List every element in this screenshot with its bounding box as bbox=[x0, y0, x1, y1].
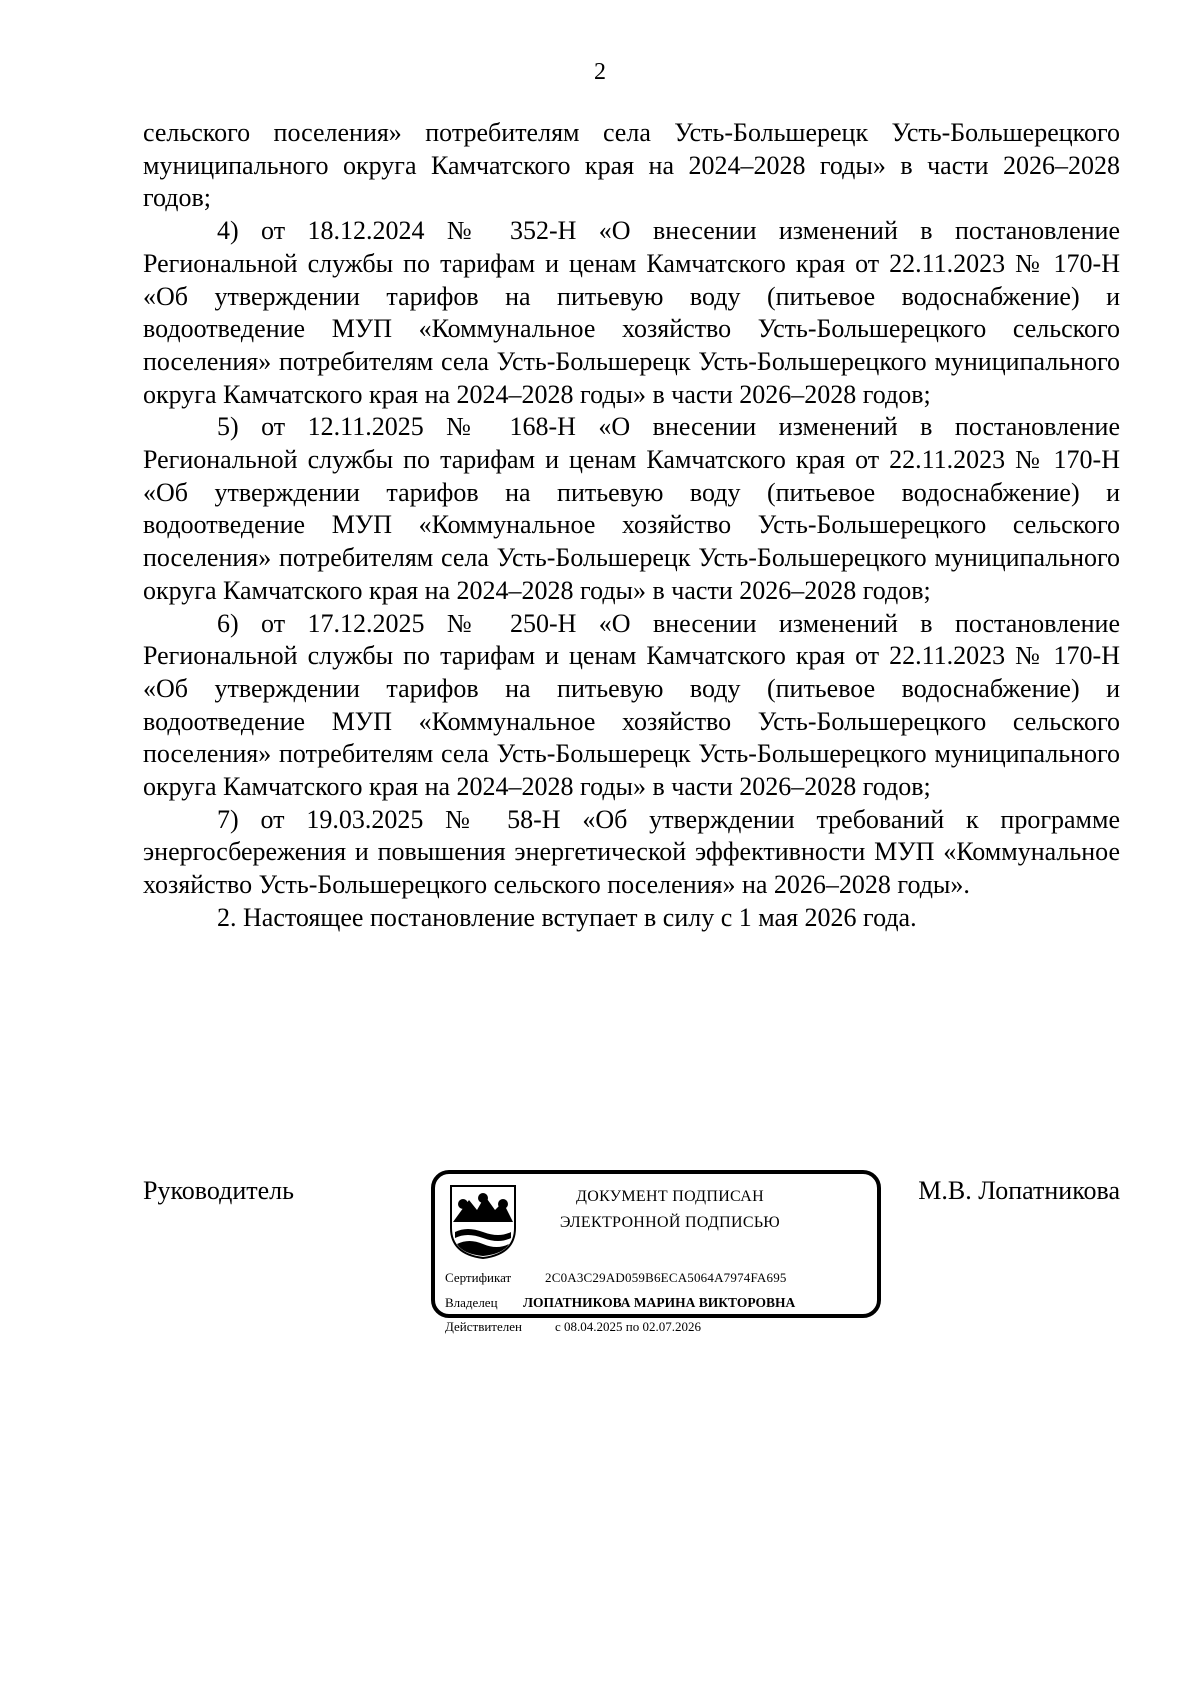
signature-block bbox=[143, 1165, 1120, 1334]
page-number: 2 bbox=[594, 59, 606, 85]
list-item-6: 6) от 17.12.2025 № 250-Н «О внесении изменений в постановление Региональной службы по тарифам и ценам Камчатского края от 22.11.2023 № 170-Н «Об утверждении тарифов на питьевую воду (питьевое водоснабжение) и водоотведение МУП «Коммунальное хозяйство Усть-Большерецкого сельского поселения» потребителям села Усть-Большерецк Усть-Большерецкого муниципального округа Камчатского края на 2024–2028 годы» в части 2026–2028 годов; bbox=[143, 608, 1120, 802]
kamchatka-coat-of-arms-icon bbox=[447, 1182, 519, 1260]
list-item-4: 4) от 18.12.2024 № 352-Н «О внесении изменений в постановление Региональной службы по тарифам и ценам Камчатского края от 22.11.2023 № 170-Н «Об утверждении тарифов на питьевую воду (питьевое водоснабжение) и водоотведение МУП «Коммунальное хозяйство Усть-Большерецкого сельского поселения» потребителям села Усть-Большерецк Усть-Большерецкого муниципального округа Камчатского края на 2024–2028 годы» в части 2026–2028 годов; bbox=[143, 216, 1120, 409]
list-item-7: 7) от 19.03.2025 № 58-Н «Об утверждении требований к программе энергосбережения и повышения энергетической эффективности МУП «Коммунальное хозяйство Усть-Большерецкого сельского поселения» на 2026–2028 годы». bbox=[143, 804, 1120, 900]
clause-2: 2. Настоящее постановление вступает в силу с 1 мая 2026 года. bbox=[217, 902, 917, 932]
document-body bbox=[143, 117, 1120, 935]
certificate-label: Сертификат bbox=[445, 1270, 512, 1285]
stamp-title-line2: ЭЛЕКТРОННОЙ ПОДПИСЬЮ bbox=[559, 1214, 781, 1231]
paragraph-continuation: сельского поселения» потребителям села Усть-Большерецк Усть-Большерецкого муниципального округа Камчатского края на 2024–2028 годы» в части 2026–2028 годов; bbox=[143, 118, 1120, 213]
stamp-title-line1: ДОКУМЕНТ ПОДПИСАН bbox=[576, 1188, 764, 1205]
validity-label: Действителен bbox=[445, 1319, 522, 1334]
signer-role: Руководитель bbox=[143, 1176, 294, 1205]
stamp-validity-row bbox=[445, 1318, 701, 1336]
validity-value: с 08.04.2025 по 02.07.2026 bbox=[555, 1319, 701, 1334]
stamp-certificate-row bbox=[445, 1269, 787, 1287]
list-item-5: 5) от 12.11.2025 № 168-Н «О внесении изменений в постановление Региональной службы по тарифам и ценам Камчатского края от 22.11.2023 № 170-Н «Об утверждении тарифов на питьевую воду (питьевое водоснабжение) и водоотведение МУП «Коммунальное хозяйство Усть-Большерецкого сельского поселения» потребителям села Усть-Большерецк Усть-Большерецкого муниципального округа Камчатского края на 2024–2028 годы» в части 2026–2028 годов; bbox=[143, 412, 1120, 605]
certificate-value: 2C0A3C29AD059B6ECA5064A7974FA695 bbox=[545, 1270, 787, 1285]
signer-name: М.В. Лопатникова bbox=[918, 1176, 1120, 1205]
electronic-signature-stamp bbox=[431, 1170, 881, 1334]
owner-label: Владелец bbox=[445, 1295, 498, 1310]
stamp-title bbox=[535, 1184, 805, 1236]
stamp-owner-row bbox=[445, 1294, 796, 1312]
owner-value: ЛОПАТНИКОВА МАРИНА ВИКТОРОВНА bbox=[523, 1295, 796, 1310]
